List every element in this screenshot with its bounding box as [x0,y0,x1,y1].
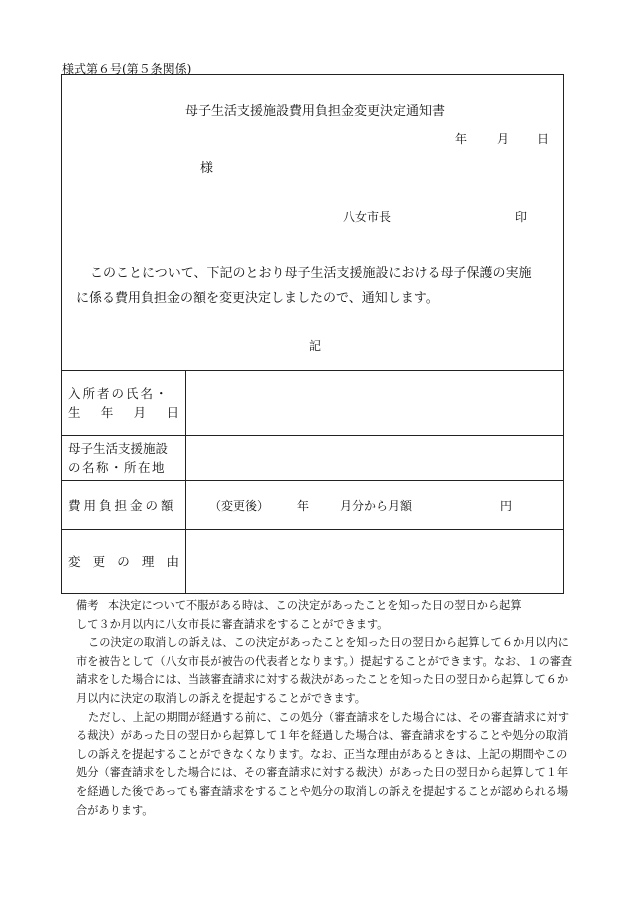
table-divider-2 [61,480,564,481]
date-year: 年 [455,132,468,146]
fee-yen: 円 [500,499,513,513]
remarks-paragraph-3: ただし、上記の期間が経過する前に、この処分（審査請求をした場合には、その審査請求に対する裁決）があった日の翌日から起算して１年を経過した場合は、審査請求をすることや処分の取消しの訴えを提起することができなくなります。なお、正当な理由があるときは、上記の期間やこの処分（審査請求をした場合には、その審査請求に対する裁決）があった日の翌日から起算して１年を経過した後であっても審査請求をすることや処分の取消しの訴えを提起することが認められる場合があります。 [76,710,570,817]
remarks-section [76,597,576,820]
facility-label-line2: の名称・所在地 [68,460,167,475]
remarks-paragraph-2: この決定の取消しの訴えは、この決定があったことを知った日の翌日から起算して６か月以内に市を被告として（八女市長が被告の代表者となります。）提起することができます。なお、１の審査請求をした場合には、当該審査請求に対する裁決があったことを知った日の翌日から起算して６か月以内に決定の取消しの訴えを提起することができます。 [76,636,573,705]
fee-year: 年 [297,499,310,513]
reason-char-2: 更 [92,554,106,569]
birthdate-char-3: 月 [133,405,147,420]
resident-name-label [68,384,179,422]
table-divider-3 [61,529,564,530]
birthdate-char-1: 生 [68,405,81,420]
form-number-label: 様式第６号(第５条関係) [62,62,192,76]
reason-char-4: 理 [141,554,155,569]
fee-amount-label: 費用負担金の額 [68,498,177,513]
form-frame [61,74,564,594]
remarks-line1 [76,597,576,616]
body-text-line1: このことについて、下記のとおり母子生活支援施設における母子保護の実施 [90,266,532,281]
document-title: 母子生活支援施設費用負担金変更決定通知書 [184,104,445,119]
table-border-top [61,370,564,371]
reason-char-5: 由 [166,554,179,569]
remarks-p1-line1: 本決定について不服がある時は、この決定があったことを知った日の翌日から起算 [107,599,522,612]
reason-char-3: の [117,554,130,569]
change-reason-label [68,552,179,571]
remarks-heading: 備考 [76,599,99,612]
birthdate-label [68,403,179,422]
facility-label [68,439,168,477]
birthdate-char-4: 日 [166,405,179,420]
resident-name-label-line1: 入所者の氏名・ [68,386,170,401]
reason-char-1: 変 [68,554,81,569]
ki-heading: 記 [308,339,321,353]
fee-month-text: 月分から月額 [340,499,413,513]
seal-mark: 印 [515,210,528,224]
birthdate-char-2: 年 [100,405,114,420]
table-divider-1 [61,435,564,436]
table-column-divider [185,370,186,594]
date-month: 月 [497,132,510,146]
body-text-line2: に係る費用負担金の額を変更決定しましたので、通知します。 [76,291,439,306]
date-day: 日 [537,132,550,146]
after-change-label: （変更後） [209,499,270,513]
addressee-suffix: 様 [200,161,214,176]
facility-label-line1: 母子生活支援施設 [68,441,169,456]
issuer-name: 八女市長 [343,210,392,224]
remarks-p1-line2: して３か月以内に八女市長に審査請求をすることができます。 [76,617,389,631]
